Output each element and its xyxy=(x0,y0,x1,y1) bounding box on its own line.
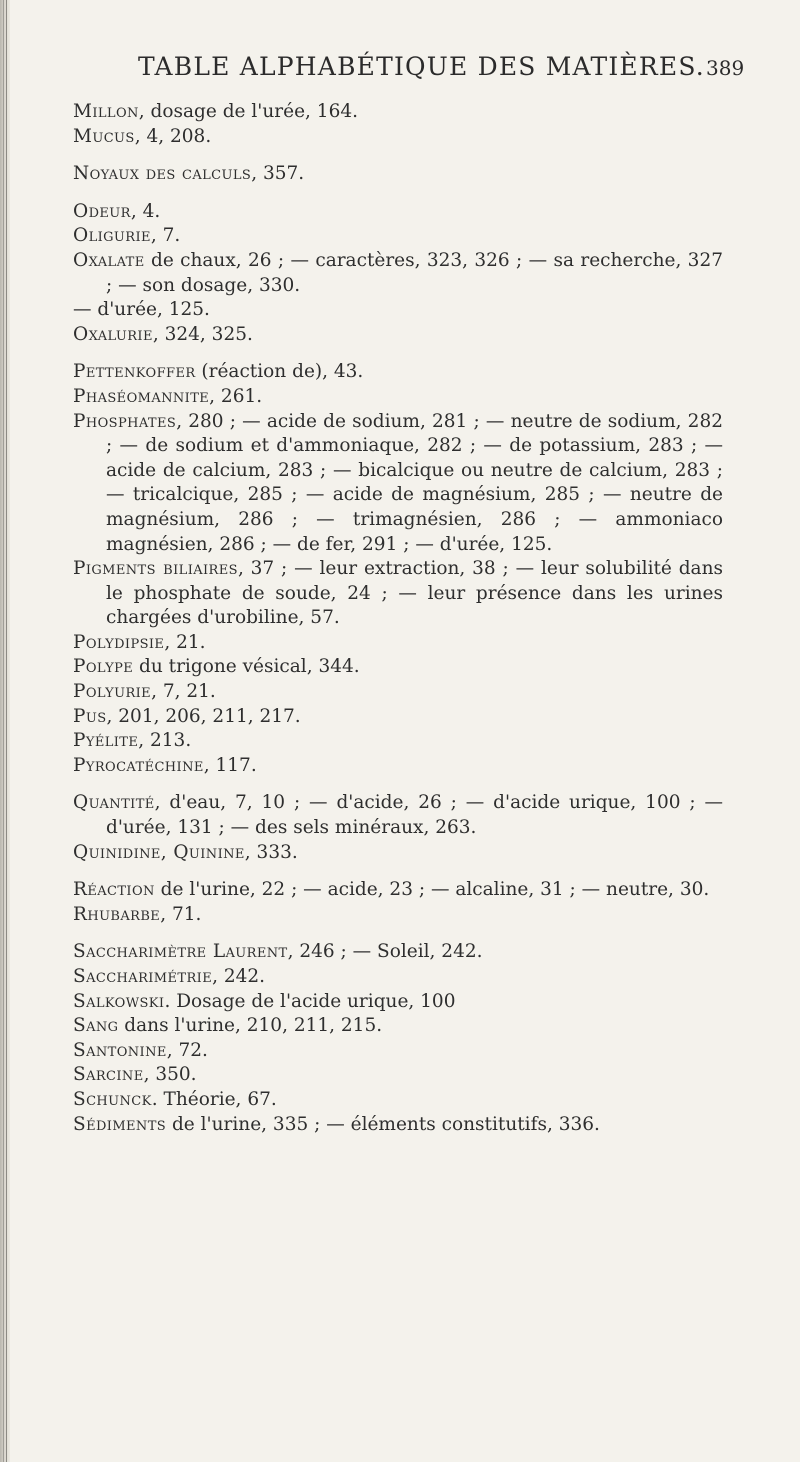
index-entry xyxy=(73,410,723,558)
entry-heading: Rhubarbe xyxy=(73,903,161,925)
index-entry xyxy=(73,100,723,125)
entry-text: , 350. xyxy=(143,1064,197,1086)
index-entry xyxy=(73,200,723,225)
group-spacer xyxy=(73,927,723,940)
group-spacer xyxy=(73,149,723,162)
entry-text: du trigone vésical, 344. xyxy=(133,656,360,678)
entry-heading: Schunck xyxy=(73,1088,152,1110)
entry-text: , dosage de l'urée, 164. xyxy=(138,101,358,122)
entry-heading: Polyurie xyxy=(73,681,152,703)
entry-text: , 324, 325. xyxy=(152,323,253,345)
entry-text: , 246 ; — Soleil, 242. xyxy=(287,941,483,963)
entry-heading: Pigments biliaires xyxy=(73,558,238,580)
entry-heading: Sang xyxy=(73,1015,119,1037)
entry-text: , 242. xyxy=(212,966,266,987)
index-entry xyxy=(73,557,723,631)
entry-text: , 7, 21. xyxy=(151,681,216,703)
entry-text: , 4. xyxy=(130,200,161,222)
index-entry xyxy=(73,1088,723,1113)
index-entry xyxy=(73,791,723,840)
entry-heading: Pyrocatéchine xyxy=(73,754,204,776)
index-entry xyxy=(73,360,723,385)
entry-text: , d'eau, 7, 10 ; — d'acide, 26 ; — d'acide urique, 100 ; — d'urée, 131 ; — des sels minéraux, 263. xyxy=(106,792,723,839)
entry-text: , 280 ; — acide de sodium, 281 ; — neutre de sodium, 282 ; — de sodium et d'ammoniaque, 282 ; — de potassium, 283 ; — acide de calcium, 283 ; — bicalcique ou neutre de calcium, 283 ; — tricalcique, 285 ; — acide de magnésium, 285 ; — neutre de magnésium, 286 ; — trimagnésien, 286 ; — ammoniaco magnésien, 286 ; — de fer, 291 ; — d'urée, 125. xyxy=(106,410,723,555)
entry-heading: Pyélite xyxy=(73,730,139,752)
index-entry xyxy=(73,224,723,249)
entry-text: , 72. xyxy=(166,1039,208,1061)
index-entry xyxy=(73,965,723,990)
group-spacer xyxy=(73,778,723,791)
entry-heading: Santonine xyxy=(73,1039,167,1061)
entry-heading: Oxalate xyxy=(73,249,145,271)
entry-heading: Polydipsie xyxy=(73,631,165,653)
entry-text: , 201, 206, 211, 217. xyxy=(106,705,301,727)
index-entry xyxy=(73,631,723,656)
index-entry xyxy=(73,298,723,323)
entry-heading: Quinidine, Quinine xyxy=(73,841,245,863)
entry-text: , 37 ; — leur extraction, 38 ; — leur solubilité dans le phosphate de soude, 24 ; — leur présence dans les urines chargées d'urobiline, 57. xyxy=(106,558,723,629)
group-spacer xyxy=(73,187,723,200)
entry-text: de chaux, 26 ; — caractères, 323, 326 ; — sa recherche, 327 ; — son dosage, 330. xyxy=(106,249,723,296)
index-entry xyxy=(73,729,723,754)
index-entry xyxy=(73,655,723,680)
group-spacer xyxy=(73,347,723,360)
index-entry xyxy=(73,385,723,410)
entry-text: , 7. xyxy=(150,225,181,247)
index-entry xyxy=(73,903,723,928)
index-entry xyxy=(73,1113,723,1138)
index-entry xyxy=(73,1063,723,1088)
index-entry xyxy=(73,249,723,298)
entry-text: (réaction de), 43. xyxy=(195,361,364,383)
entry-heading: Pus xyxy=(73,705,107,727)
index-entry xyxy=(73,705,723,730)
entry-heading: Saccharimétrie xyxy=(73,966,213,987)
entry-text: de l'urine, 22 ; — acide, 23 ; — alcaline, 31 ; — neutre, 30. xyxy=(154,879,710,901)
entry-heading: Polype xyxy=(73,656,134,678)
entry-heading: Sarcine xyxy=(73,1064,144,1086)
entry-heading: Millon xyxy=(73,101,139,122)
entry-heading: Phosphates xyxy=(73,410,177,432)
index-entry xyxy=(73,323,723,348)
index-entry xyxy=(73,878,723,903)
entry-heading: Saccharimètre Laurent xyxy=(73,941,288,963)
entry-heading: Oxalurie xyxy=(73,323,153,345)
index-entry xyxy=(73,1014,723,1039)
entry-heading: Quantité xyxy=(73,792,155,814)
index-entry xyxy=(73,1039,723,1064)
entry-text: , 213. xyxy=(138,730,192,752)
alphabetical-index xyxy=(73,100,723,1137)
entry-text: dans l'urine, 210, 211, 215. xyxy=(118,1015,383,1037)
entry-text: , 4, 208. xyxy=(134,125,212,147)
index-entry xyxy=(73,754,723,779)
entry-text: , 261. xyxy=(209,385,263,407)
index-entry xyxy=(73,162,723,187)
index-entry xyxy=(73,125,723,150)
entry-heading: Salkowski xyxy=(73,990,165,1012)
page-number: 389 xyxy=(706,56,745,80)
group-spacer xyxy=(73,865,723,878)
entry-text: , 21. xyxy=(164,631,206,653)
entry-heading: Pettenkoffer xyxy=(73,361,196,383)
entry-text: , 117. xyxy=(203,754,257,776)
entry-heading: Mucus xyxy=(73,125,135,147)
entry-text: , 333. xyxy=(244,841,298,863)
entry-heading: Phaséomannite xyxy=(73,385,210,407)
index-entry xyxy=(73,680,723,705)
entry-text: , 357. xyxy=(251,163,305,185)
entry-heading: Réaction xyxy=(73,879,155,901)
entry-heading: Odeur xyxy=(73,200,131,222)
entry-text: — d'urée, 125. xyxy=(73,299,210,321)
entry-text: . Théorie, 67. xyxy=(151,1088,277,1110)
entry-heading: Sédiments xyxy=(73,1113,167,1135)
entry-heading: Noyaux des calculs xyxy=(73,163,252,185)
index-entry xyxy=(73,841,723,866)
entry-text: , 71. xyxy=(160,903,202,925)
entry-heading: Oligurie xyxy=(73,225,151,247)
running-title: TABLE ALPHABÉTIQUE DES MATIÈRES. xyxy=(138,52,705,81)
index-entry xyxy=(73,940,723,965)
index-entry xyxy=(73,990,723,1015)
entry-text: . Dosage de l'acide urique, 100 xyxy=(164,990,456,1012)
entry-text: de l'urine, 335 ; — éléments constitutifs, 336. xyxy=(166,1113,600,1135)
